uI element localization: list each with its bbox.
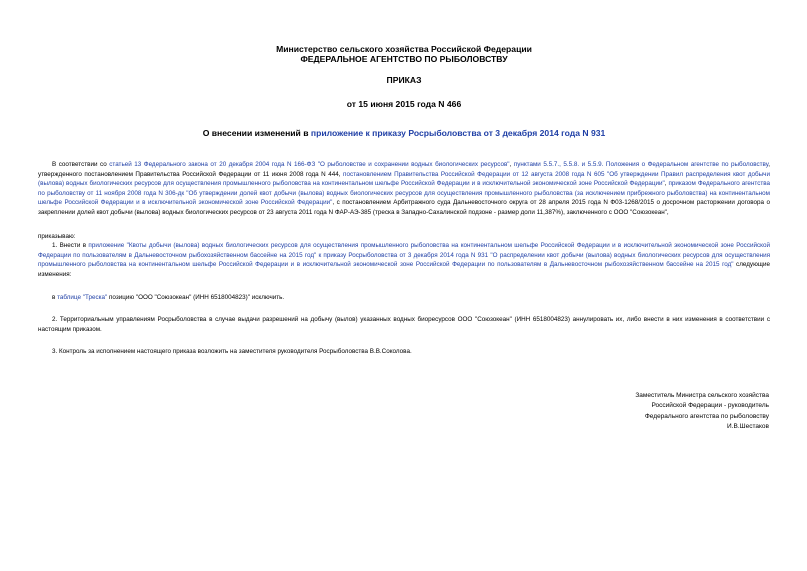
government-decree-link[interactable]: постановлением Правительства Российской Федерации от 12 августа 2008 года N 605 "Об утверждении Правил распределения квот добычи (вылова) водных биологических ресурсов для осуществления промышленного рыболовства на континентальном шельфе Российской Федерации и в исключительной экономической зоне Российской Федерации" — [38, 170, 770, 188]
signature-block — [635, 391, 769, 432]
item-1-text-2: следующие изменения: — [38, 261, 770, 278]
agency-name: ФЕДЕРАЛЬНОЕ АГЕНТСТВО ПО РЫБОЛОВСТВУ — [300, 54, 508, 64]
document-type: ПРИКАЗ — [386, 75, 422, 85]
ordered-label: приказываю: — [38, 232, 76, 240]
ministry-name: Министерство сельского хозяйства Российской Федерации — [276, 44, 532, 54]
subject-prefix: О внесении изменений в — [202, 128, 311, 138]
agency-order-link[interactable]: приказом Федерального агентства по рыболовству от 11 ноября 2008 года N 306-дк "Об утверждении долей квот добычи (вылова) водных биологических ресурсов для осуществления промышленного рыболовства (за исключением прибрежного рыболовства) на континентальном шельфе Российской Федерации и в исключительной экономической зоне Российской Федерации" — [38, 180, 770, 207]
law-link[interactable]: статьей 13 Федерального закона от 20 декабря 2004 года N 166-ФЗ "О рыболовстве и сохранении водных биологических ресурсов" — [109, 161, 510, 168]
item-1-text-1: 1. Внести в — [52, 242, 89, 250]
subject-link[interactable]: приложение к приказу Росрыболовства от 3 декабря 2014 года N 931 — [310, 128, 606, 138]
document-date-number: от 15 июня 2015 года N 466 — [346, 99, 462, 109]
intro-text-5: , с постановлением Арбитражного суда Дальневосточного округа от 28 апреля 2015 года N Ф03-1268/2015 о досрочном расторжении договора о закреплении долей квот добычи (вылова) водных биологических ресурсов от 23 августа 2011 года N ФАР-АЭ-385 (треска в Западно-Сахалинской подзоне - размер доли 11,387%), заключенного с ООО "Союзокеан", — [38, 199, 770, 216]
document-page — [38, 44, 770, 357]
intro-text-4: , — [664, 180, 669, 188]
regulation-link[interactable]: пунктами 5.5.7., 5.5.8. и 5.5.9. Положения о Федеральном агентстве по рыболовству — [513, 161, 769, 168]
table-change-paragraph — [38, 293, 770, 303]
table-change-text-2: позицию "ООО "Союзокеан" (ИНН 6518004823)" исключить. — [107, 293, 285, 301]
intro-text-2: , — [509, 161, 514, 168]
table-change-text-1: в — [52, 293, 58, 301]
signature-line-2: Российской Федерации - руководитель — [651, 402, 769, 410]
item-2-paragraph: 2. Территориальным управлениям Росрыболовства в случае выдачи разрешений на добычу (вылов) указанных водных биоресурсов ООО "Союзокеан" (ИНН 6518004823) аннулировать их, либо внести в них изменения в соответствии с настоящим приказом. — [38, 316, 770, 333]
cod-table-link[interactable]: таблице "Треска" — [57, 293, 108, 301]
signature-line-1: Заместитель Министра сельского хозяйства — [635, 392, 769, 399]
intro-text-3: , утвержденного постановлением Правительства Российской Федерации от 11 июня 2008 года N 444, — [38, 161, 770, 178]
item-3-paragraph: 3. Контроль за исполнением настоящего приказа возложить на заместителя руководителя Росрыболовства В.В.Соколова. — [52, 348, 412, 356]
intro-text-1: В соответствии со — [52, 161, 110, 168]
intro-paragraph — [38, 160, 770, 218]
signature-line-3: Федерального агентства по рыболовству — [644, 412, 769, 420]
appendix-link[interactable]: приложение "Квоты добычи (вылова) водных биологических ресурсов для осуществления промышленного рыболовства на континентальном шельфе Российской Федерации и в исключительной экономической зоне Российской Федерации по пользователям в Дальневосточном рыбохозяйственном бассейне на 2015 год" к приказу Росрыболовства от 3 декабря 2014 года N 931 "О распределении квот добычи (вылова) водных биологических ресурсов для осуществления промышленного рыболовства на континентальном шельфе Российской Федерации и в исключительной экономической зоне Российской Федерации по пользователям в Дальневосточном рыбохозяйственном бассейне на 2015 год" — [38, 242, 770, 269]
signature-name: И.В.Шестаков — [727, 422, 769, 430]
item-1-paragraph — [38, 241, 770, 279]
document-subject — [38, 128, 770, 138]
